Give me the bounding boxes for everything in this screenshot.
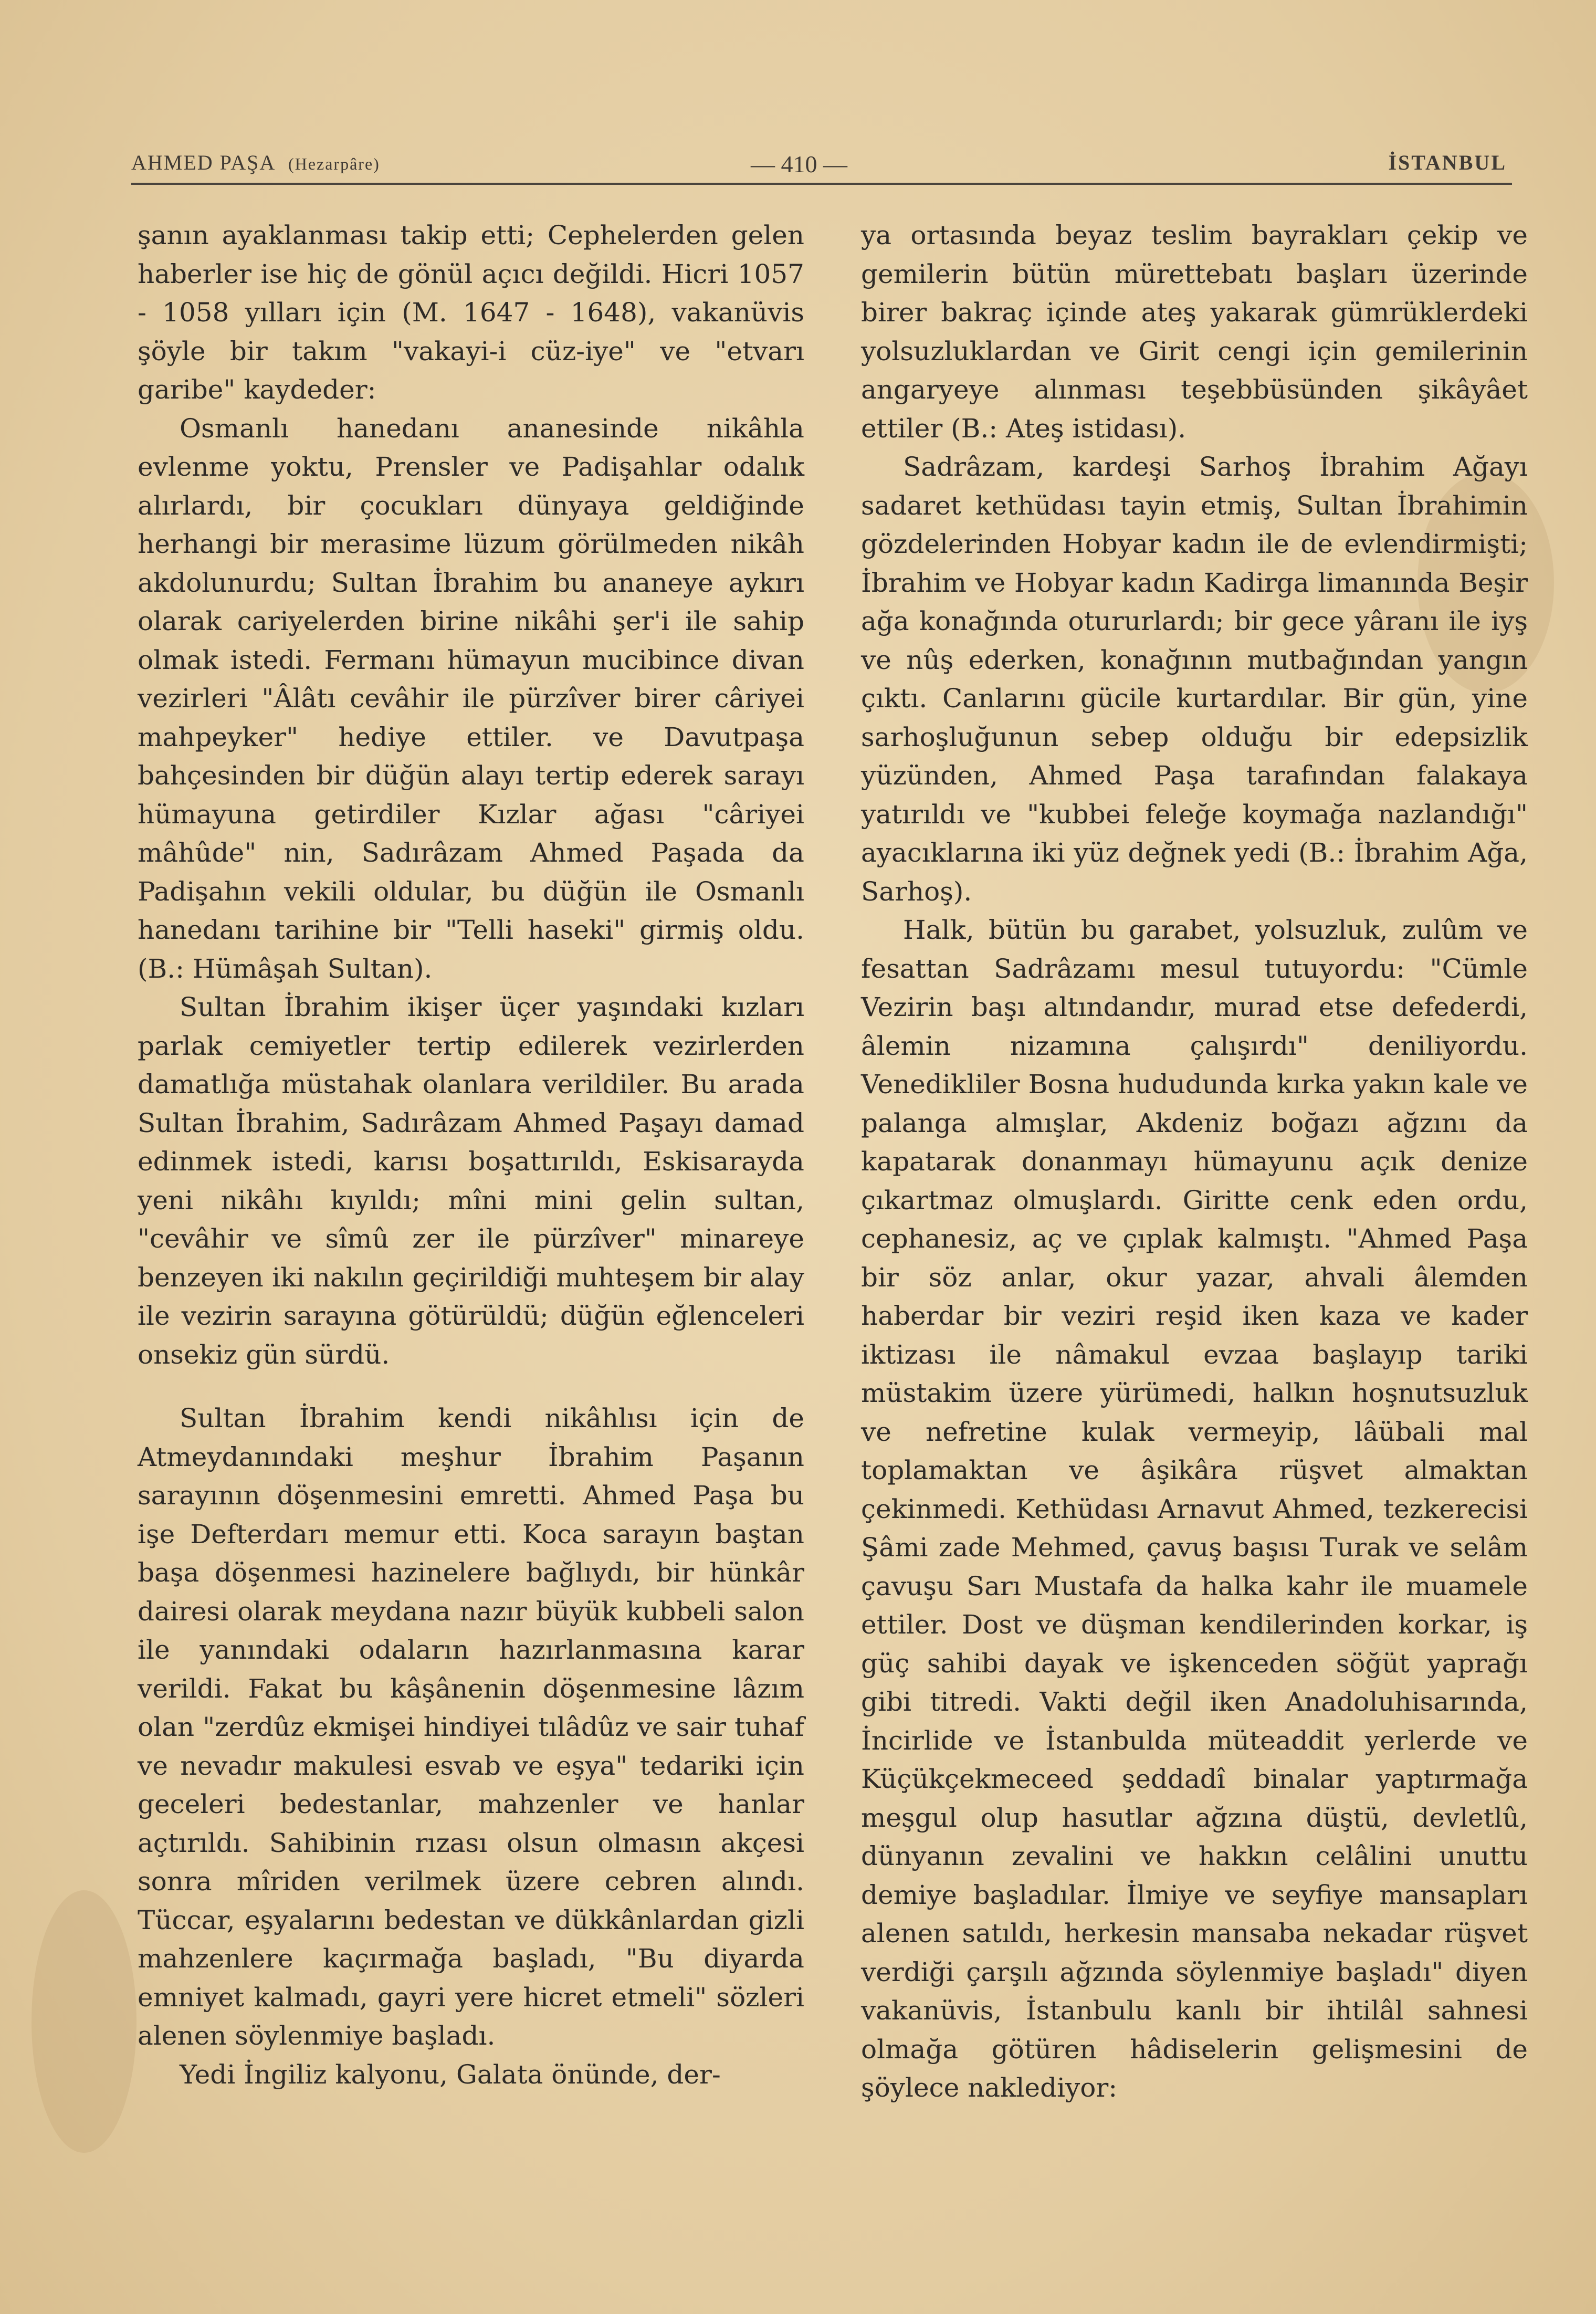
paragraph: Osmanlı hanedanı ananesinde nikâhla evlenme yoktu, Prensler ve Padişahlar odalık alırlardı, bir çocukları dünyaya geldiğinde herhangi bir merasime lüzum görülmeden nikâh akdolunurdu; Sultan İbrahim bu ananeye aykırı olarak cariyelerden birine nikâhi şer'i ile sahip olmak istedi. Fermanı hümayun mucibince divan vezirleri "Âlâtı cevâhir ile pürzîver birer câriyei mahpeyker" hediye ettiler. ve Davutpaşa bahçesinden bir düğün alayı tertip ederek sarayı hümayuna getirdiler Kızlar ağası "câriyei mâhûde" nin, Sadırâzam Ahmed Paşada da Padişahın vekili oldular, bu düğün ile Osmanlı hanedanı tarihine bir "Telli haseki" girmiş oldu. (B.: Hümâşah Sultan). [138, 413, 804, 984]
paragraph: şanın ayaklanması takip etti; Cephelerden gelen haberler ise hiç de gönül açıcı değildi. Hicri 1057 - 1058 yılları için (M. 1647 - 1648), vakanüvis şöyle bir takım "vakayi-i cüz-iye" ve "etvarı garibe" kaydeder: [138, 220, 804, 405]
paragraph: Sultan İbrahim ikişer üçer yaşındaki kızları parlak cemiyetler tertip edilerek vezirlerden damatlığa müstahak olanlara verildiler. Bu arada Sultan İbrahim, Sadırâzam Ahmed Paşayı damad edinmek istedi, karısı boşattırıldı, Eskisarayda yeni nikâhı kıyıldı; mîni mini gelin sultan, "cevâhir ve sîmû zer ile pürzîver" minareye benzeyen iki nakılın geçirildiği muhteşem bir alay ile vezirin sarayına götürüldü; düğün eğlenceleri onsekiz gün sürdü. [138, 992, 804, 1370]
paragraph: Yedi İngiliz kalyonu, Galata önünde, der- [180, 2059, 721, 2090]
paper-stain [32, 1890, 136, 2153]
left-column [138, 216, 804, 2094]
header-author-sub: (Hezarpâre) [288, 154, 380, 173]
right-column [861, 216, 1528, 2108]
running-header [131, 150, 1507, 187]
header-rule [131, 183, 1512, 185]
header-author-name: AHMED PAŞA [131, 151, 275, 174]
paragraph: Halk, bütün bu garabet, yolsuzluk, zulûm ve fesattan Sadrâzamı mesul tutuyordu: "Cümle Vezirin başı altındandır, murad etse defederdi, âlemin nizamına çalışırdı" deniliyordu. Venedikliler Bosna hududunda kırka yakın kale ve palanga almışlar, Akdeniz boğazı ağzını da kapatarak donanmayı hümayunu açık denize çıkartmaz olmuşlardı. Giritte cenk eden ordu, cephanesiz, aç ve çıplak kalmıştı. "Ahmed Paşa bir söz anlar, okur yazar, ahvali âlemden haberdar bir veziri reşid iken kaza ve kader iktizası ile nâmakul evzaa başlayıp tariki müstakim üzere yürümedi, halkın hoşnutsuzluk ve nefretine kulak vermeyip, lâübali mal toplamaktan ve âşikâra rüşvet almaktan çekinmedi. Kethüdası Arnavut Ahmed, tezkerecisi Şâmi zade Mehmed, çavuş başısı Turak ve selâm çavuşu Sarı Mustafa da halka kahr ile muamele ettiler. Dost ve düşman kendilerinden korkar, iş güç sahibi dayak ve işkenceden söğüt yaprağı gibi titredi. Vakti değil iken Anadoluhisarında, İncirlide ve İstanbulda müteaddit yerlerde ve Küçükçekmeceed şeddadî binalar yaptırmağa meşgul olup hasutlar ağzına düştü, devletlû, dünyanın zevalini ve hakkın celâlini unuttu demiye başladılar. İlmiye ve seyfiye mansapları alenen satıldı, herkesin mansaba nekadar rüşvet verdiği çarşılı ağzında söylenmiye başladı" diyen vakanüvis, İstanbulu kanlı bir ihtilâl sahnesi olmağa götüren hâdiselerin gelişmesini de şöylece naklediyor: [861, 915, 1528, 2103]
paragraph: Sadrâzam, kardeşi Sarhoş İbrahim Ağayı sadaret kethüdası tayin etmiş, Sultan İbrahimin gözdelerinden Hobyar kadın ile de evlendirmişti; İbrahim ve Hobyar kadın Kadirga limanında Beşir ağa konağında otururlardı; bir gece yâranı ile iyş ve nûş ederken, konağının mutbağından yangın çıktı. Canlarını gücile kurtardılar. Bir gün, yine sarhoşluğunun sebep olduğu bir edepsizlik yüzünden, Ahmed Paşa tarafından falakaya yatırıldı ve "kubbei feleğe koymağa nazlandığı" ayacıklarına iki yüz değnek yedi (B.: İbrahim Ağa, Sarhoş). [861, 452, 1528, 907]
header-section-title: İSTANBUL [1388, 151, 1507, 174]
page-number: — 410 — [751, 151, 847, 177]
paragraph: ya ortasında beyaz teslim bayrakları çekip ve gemilerin bütün mürettebatı başları üzerinde birer bakraç içinde ateş yakarak gümrüklerdeki yolsuzluklardan ve Girit cengi için gemilerinin angaryeye alınması teşebbüsünden şikâyâet ettiler (B.: Ateş istidası). [861, 220, 1528, 444]
header-author [131, 150, 380, 175]
paragraph: Sultan İbrahim kendi nikâhlısı için de Atmeydanındaki meşhur İbrahim Paşanın sarayının döşenmesini emretti. Ahmed Paşa bu işe Defterdarı memur etti. Koca sarayın baştan başa döşenmesi hazinelere bağlıydı, bir hünkâr dairesi olarak meydana nazır büyük kubbeli salon ile yanındaki odaların hazırlanmasına karar verildi. Fakat bu kâşânenin döşenmesine lâzım olan "zerdûz ekmişei hindiyei tılâdûz ve sair tuhaf ve nevadır makulesi esvab ve eşya" tedariki için geceleri bedestanlar, mahzenler ve hanlar açtırıldı. Sahibinin rızası olsun olmasın akçesi sonra mîriden verilmek üzere cebren alındı. Tüccar, eşyalarını bedestan ve dükkânlardan gizli mahzenlere kaçırmağa başladı, "Bu diyarda emniyet kalmadı, gayri yere hicret etmeli" sözleri alenen söylenmiye başladı. [138, 1403, 804, 2051]
